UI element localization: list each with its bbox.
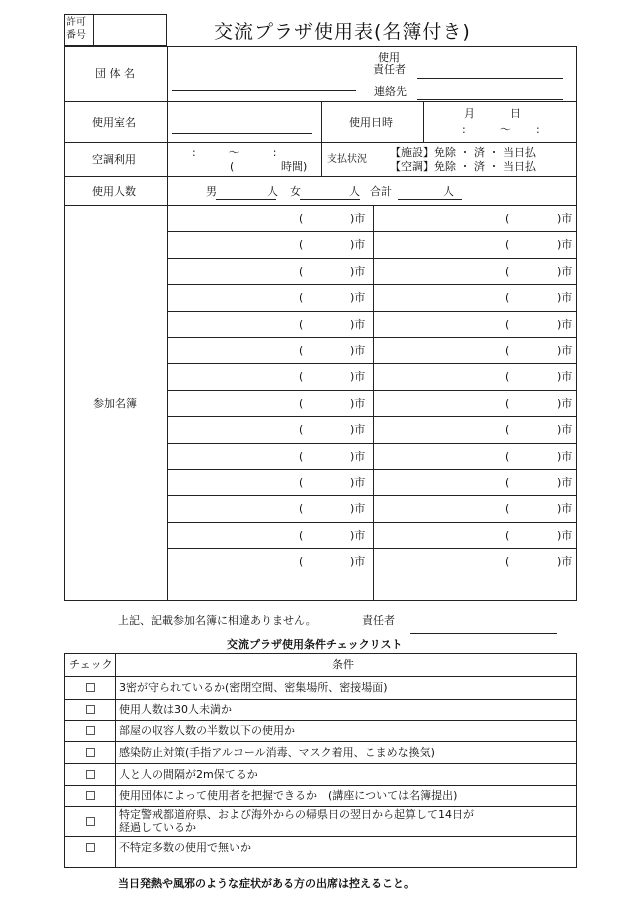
responsible-field[interactable] (417, 78, 563, 79)
roster-entry-field[interactable] (169, 523, 369, 547)
roster-entry-field[interactable] (169, 417, 369, 441)
permit-label-1: 許可 (66, 17, 86, 28)
roster-city-suffix: )市 (557, 212, 573, 225)
people-label: 使用人数 (92, 185, 136, 198)
roster-paren-open: ( (299, 502, 304, 516)
roster-city-suffix: )市 (557, 317, 573, 331)
roster-city-suffix: )市 (557, 423, 573, 437)
roster-entry-field[interactable] (169, 391, 369, 415)
female-label: 女 (290, 185, 301, 198)
female-unit: 人 (349, 185, 360, 198)
roster-entry-field[interactable] (169, 364, 369, 388)
checklist-row-divider (64, 741, 577, 742)
roster-city-suffix: )市 (557, 555, 573, 569)
declaration-responsible-label: 責任者 (362, 614, 395, 627)
roster-city-suffix: )市 (350, 370, 366, 384)
roster-city-suffix: )市 (557, 291, 573, 305)
roster-entry-field[interactable] (169, 444, 369, 468)
contact-field[interactable] (417, 99, 563, 100)
roster-paren-open: ( (299, 317, 304, 331)
checklist-col-check: チェック (69, 658, 113, 671)
roster-paren-open: ( (299, 264, 304, 278)
checklist-condition: 特定警戒都道府県、および海外からの帰県日の翌日から起算して14日が (119, 808, 474, 821)
pay-divider (321, 142, 322, 176)
checklist-checkbox[interactable] (86, 770, 95, 779)
roster-paren-open: ( (505, 396, 510, 410)
roster-entry-field[interactable] (375, 549, 575, 573)
roster-paren-open: ( (505, 423, 510, 437)
roster-paren-open: ( (505, 502, 510, 516)
roster-city-suffix: )市 (350, 396, 366, 410)
roster-city-suffix: )市 (350, 264, 366, 278)
checklist-title: 交流プラザ使用条件チェックリスト (227, 638, 403, 651)
page-title: 交流プラザ使用表(名簿付き) (214, 21, 471, 43)
payment-label: 支払状況 (327, 154, 367, 165)
checklist-checkbox[interactable] (86, 705, 95, 714)
roster-paren-open: ( (505, 238, 510, 252)
roster-paren-open: ( (299, 212, 304, 225)
roster-entry-field[interactable] (169, 285, 369, 309)
roster-city-suffix: )市 (350, 291, 366, 305)
roster-paren-open: ( (299, 528, 304, 542)
roster-entry-field[interactable] (169, 338, 369, 362)
checklist-checkbox[interactable] (86, 748, 95, 757)
total-count-field[interactable] (398, 199, 462, 200)
contact-label: 連絡先 (374, 85, 407, 98)
checklist-checkbox[interactable] (86, 843, 95, 852)
label-column-divider (167, 46, 168, 601)
checklist-col-condition: 条件 (332, 658, 354, 671)
permit-number-field[interactable] (95, 15, 165, 45)
roster-entry-field[interactable] (169, 206, 369, 230)
row-divider-3 (64, 176, 577, 177)
roster-divider (373, 205, 374, 601)
roster-entry-field[interactable] (375, 523, 575, 547)
roster-paren-open: ( (505, 449, 510, 463)
start-colon: : (462, 123, 466, 136)
roster-city-suffix: )市 (350, 449, 366, 463)
declaration-text: 上記、記載参加名簿に相違ありません。 (118, 614, 317, 627)
date-field[interactable] (425, 103, 575, 140)
checklist-condition: 部屋の収容人数の半数以下の使用か (119, 724, 295, 737)
roster-paren-open: ( (299, 476, 304, 489)
checklist-row-divider (64, 763, 577, 764)
room-label: 使用室名 (92, 116, 136, 129)
male-unit: 人 (267, 185, 278, 198)
roster-paren-open: ( (505, 370, 510, 384)
roster-paren-open: ( (505, 212, 510, 225)
roster-entry-field[interactable] (169, 496, 369, 520)
roster-paren-open: ( (505, 344, 510, 357)
roster-entry-field[interactable] (169, 232, 369, 256)
roster-paren-open: ( (299, 396, 304, 410)
roster-city-suffix: )市 (350, 238, 366, 252)
roster-entry-field[interactable] (169, 259, 369, 283)
roster-city-suffix: )市 (557, 502, 573, 516)
permit-label-2: 番号 (66, 30, 86, 41)
roster-entry-field[interactable] (375, 364, 575, 388)
day-label: 日 (510, 107, 521, 120)
roster-city-suffix: )市 (350, 476, 366, 489)
roster-entry-field[interactable] (169, 470, 369, 494)
total-unit: 人 (443, 185, 454, 198)
month-label: 月 (464, 107, 475, 120)
roster-city-suffix: )市 (557, 264, 573, 278)
roster-entry-field[interactable] (375, 496, 575, 520)
time-tilde: ～ (500, 123, 511, 136)
roster-city-suffix: )市 (350, 528, 366, 542)
ac-time-field[interactable] (169, 144, 319, 174)
roster-city-suffix: )市 (557, 344, 573, 357)
roster-paren-open: ( (299, 344, 304, 357)
roster-city-suffix: )市 (350, 555, 366, 569)
responsible-label-1: 使用 (378, 51, 400, 64)
footer-notice: 当日発熱や風邪のような症状がある方の出席は控えること。 (118, 877, 415, 890)
checklist-header-divider (64, 676, 577, 677)
roster-entry-field[interactable] (169, 549, 369, 573)
checklist-condition: 人と人の間隔が2m保てるか (119, 767, 258, 781)
roster-city-suffix: )市 (350, 502, 366, 516)
date-label: 使用日時 (349, 116, 393, 129)
declaration-responsible-field[interactable] (410, 633, 557, 634)
ac-label: 空調利用 (92, 153, 136, 166)
checklist-condition: 不特定多数の使用で無いか (119, 840, 251, 854)
checklist-condition-cont: 経過しているか (119, 821, 196, 834)
roster-city-suffix: )市 (557, 528, 573, 542)
ac-paren-open: ( (230, 160, 235, 173)
ac-time-range: : ～ : (192, 146, 277, 159)
checklist-condition: 使用人数は30人未満か (119, 703, 232, 716)
roster-city-suffix: )市 (350, 423, 366, 437)
roster-paren-open: ( (299, 370, 304, 384)
checklist-row-divider (64, 836, 577, 837)
group-name-field[interactable] (172, 90, 356, 91)
checklist-checkbox[interactable] (86, 683, 95, 692)
roster-entry-field[interactable] (375, 232, 575, 256)
ac-hours-suffix: 時間) (281, 160, 308, 173)
checklist-row-divider (64, 785, 577, 786)
room-field[interactable] (172, 133, 312, 134)
roster-entry-field[interactable] (375, 285, 575, 309)
permit-divider (93, 14, 94, 46)
male-count-field[interactable] (216, 199, 276, 200)
roster-entry-field[interactable] (375, 338, 575, 362)
roster-paren-open: ( (505, 528, 510, 542)
roster-city-suffix: )市 (557, 238, 573, 252)
checklist-row-divider (64, 806, 577, 807)
roster-entry-field[interactable] (375, 312, 575, 336)
roster-paren-open: ( (505, 476, 510, 489)
payment-facility[interactable]: 【施設】免除 ・ 済 ・ 当日払 (390, 146, 536, 159)
roster-city-suffix: )市 (557, 476, 573, 489)
roster-city-suffix: )市 (557, 370, 573, 384)
roster-entry-field[interactable] (375, 259, 575, 283)
room-divider-1 (321, 101, 322, 142)
male-label: 男 (206, 185, 217, 198)
roster-city-suffix: )市 (350, 344, 366, 357)
checklist-condition: 3密が守られているか(密閉空間、密集場所、密接場面) (119, 681, 388, 694)
checklist-condition: 感染防止対策(手指アルコール消毒、マスク着用、こまめな換気) (119, 745, 435, 759)
roster-city-suffix: )市 (557, 396, 573, 410)
roster-city-suffix: )市 (557, 449, 573, 463)
roster-city-suffix: )市 (350, 317, 366, 331)
checklist-checkbox[interactable] (86, 791, 95, 800)
female-count-field[interactable] (300, 199, 360, 200)
roster-paren-open: ( (505, 264, 510, 278)
room-divider-2 (423, 101, 424, 142)
roster-paren-open: ( (299, 291, 304, 305)
roster-paren-open: ( (505, 555, 510, 569)
roster-label: 参加名簿 (93, 397, 137, 410)
roster-entry-field[interactable] (169, 312, 369, 336)
roster-city-suffix: )市 (350, 212, 366, 225)
total-label: 合計 (370, 185, 392, 198)
roster-entry-field[interactable] (375, 470, 575, 494)
roster-entry-field[interactable] (375, 391, 575, 415)
roster-paren-open: ( (299, 555, 304, 569)
roster-paren-open: ( (299, 238, 304, 252)
roster-paren-open: ( (505, 291, 510, 305)
checklist-checkbox[interactable] (86, 817, 95, 826)
payment-aircon[interactable]: 【空調】免除 ・ 済 ・ 当日払 (390, 160, 536, 173)
roster-paren-open: ( (505, 317, 510, 331)
roster-entry-field[interactable] (375, 444, 575, 468)
group-name-label: 団 体 名 (95, 67, 135, 80)
responsible-label-2: 責任者 (373, 63, 406, 76)
end-colon: : (536, 123, 540, 136)
roster-entry-field[interactable] (375, 417, 575, 441)
checklist-row-divider (64, 720, 577, 721)
checklist-checkbox[interactable] (86, 726, 95, 735)
checklist-row-divider (64, 699, 577, 700)
roster-entry-field[interactable] (375, 206, 575, 230)
roster-paren-open: ( (299, 423, 304, 437)
checklist-condition: 使用団体によって使用者を把握できるか (講座については名簿提出) (119, 789, 458, 802)
roster-paren-open: ( (299, 449, 304, 463)
